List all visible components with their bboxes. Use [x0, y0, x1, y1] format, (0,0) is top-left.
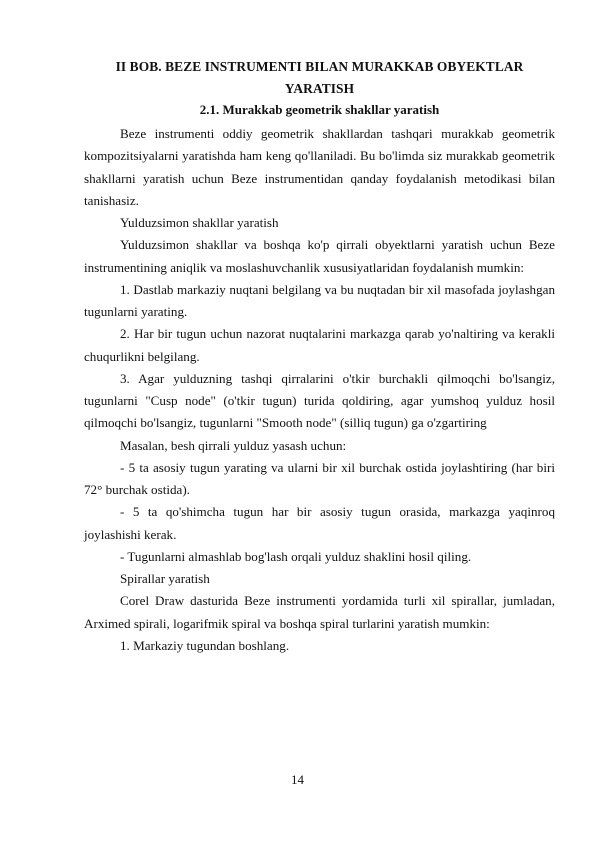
subheading: Yulduzsimon shakllar yaratish: [120, 215, 279, 230]
paragraph: Masalan, besh qirrali yulduz yasash uchun:: [120, 437, 347, 453]
section-title: 2.1. Murakkab geometrik shakllar yaratish: [199, 102, 440, 117]
list-item: 1. Dastlab markaziy nuqtani belgilang va bu nuqtadan bir xil masofada joylashgan tugunlarni yarating.: [84, 281, 555, 319]
chapter-title: II BOB. BEZE INSTRUMENTI BILAN MURAKKAB OBYEKTLAR YARATISH: [115, 59, 524, 96]
list-item: 1. Markaziy tugundan boshlang.: [120, 637, 290, 653]
paragraph: Yulduzsimon shakllar va boshqa ko'p qirrali obyektlarni yaratish uchun Beze instrumentining aniqlik va moslashuvchanlik xususiyatlaridan foydalanish mumkin:: [84, 237, 555, 275]
page-number: 14: [291, 772, 304, 787]
list-item: - 5 ta asosiy tugun yarating va ularni bir xil burchak ostida joylashtiring (har biri 72° burchak ostida).: [84, 459, 555, 497]
list-item: - 5 ta qo'shimcha tugun har bir asosiy tugun orasida, markazga yaqinroq joylashishi kerak.: [84, 504, 555, 542]
paragraph: Corel Draw dasturida Beze instrumenti yordamida turli xil spirallar, jumladan, Arximed spirali, logarifmik spiral va boshqa spiral turlarini yaratish mumkin:: [84, 593, 555, 631]
paragraph: Beze instrumenti oddiy geometrik shakllardan tashqari murakkab geometrik kompozitsiyalarni yaratishda ham keng qo'llaniladi. Bu bo'limda siz murakkab geometrik shakllarni yaratish uchun Beze instrumentidan qanday foydalanish metodikasi bilan tanishasiz.: [84, 126, 555, 208]
list-item: 2. Har bir tugun uchun nazorat nuqtalarini markazga qarab yo'naltiring va kerakli chuqurlikni belgilang.: [84, 326, 555, 364]
list-item: 3. Agar yulduzning tashqi qirralarini o'tkir burchakli qilmoqchi bo'lsangiz, tugunlarni "Cusp node" (o'tkir tugun) turida qoldiring, agar yumshoq yulduz hosil qilmoqchi bo'lsangiz, tugunlarni "Smooth node" (silliq tugun) ga o'zgartiring: [84, 370, 555, 431]
subheading: Spirallar yaratish: [120, 571, 210, 586]
body-text: [84, 123, 555, 657]
list-item: - Tugunlarni almashlab bog'lash orqali yulduz shaklini hosil qiling.: [120, 548, 472, 564]
